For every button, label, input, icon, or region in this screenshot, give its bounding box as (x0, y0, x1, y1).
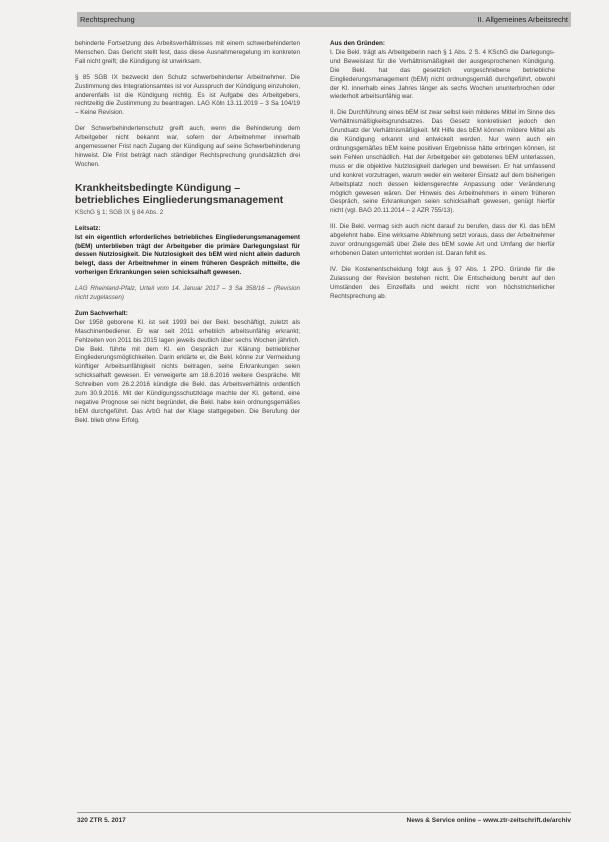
court-citation: LAG Rheinland-Pfalz, Urteil vom 14. Januar 2017 – 3 Sa 358/16 – (Revision nicht zugelassen) (75, 285, 300, 302)
header-category-label: II. Allgemeines Arbeitsrecht (477, 15, 568, 24)
norm-references: KSchG § 1; SGB IX § 84 Abs. 2 (75, 208, 164, 216)
intro-paragraph: behinderte Fortsetzung des Arbeitsverhältnisses mit einem schwerbehinderten Menschen. Das Gericht stellt fest, dass diese Ausnahmeregelung im konkreten Fall nicht greift; die Kündigung ist unwirksam. (75, 40, 300, 65)
grounds-heading: Aus den Gründen: (330, 40, 385, 47)
grounds-paragraph: I. Die Bekl. trägt als Arbeitgeberin nach § 1 Abs. 2 S. 4 KSchG die Darlegungs- und Beweislast für die Verhältnismäßigkeit der ausgesprochenen Kündigung. Die Bekl. hat das gesetzlich vorgeschriebene betriebliche Eingliederungsmanagement (bEM) nicht ordnungsgemäß durchgeführt, obwohl der Kl. innerhalb eines Jahres länger als sechs Wochen ununterbrochen oder wiederholt arbeitsunfähig war. (330, 48, 555, 101)
grounds-paragraph: II. Die Durchführung eines bEM ist zwar selbst kein milderes Mittel im Sinne des Verhältnismäßigkeitsgrundsatzes. Das Gesetz konkretisiert jedoch den Grundsatz der Verhältnismäßigkeit. Mit Hilfe des bEM können mildere Mittel als die Kündigung erkannt und entwickelt werden. Nur wenn auch ein ordnungsgemäßes bEM keine positiven Ergebnisse hätte erbringen können, ist sein Fehlen unschädlich. Hat der Arbeitgeber ein gebotenes bEM unterlassen, muss er die objektive Nutzlosigkeit darlegen und beweisen. Er hat umfassend und konkret vorzutragen, warum weder ein weiterer Einsatz auf dem bisherigen Arbeitsplatz noch dessen leidensgerechte Anpassung oder Veränderung möglich gewesen wären. Der Hinweis des Arbeitnehmers in einem früheren Gespräch, seine Erkrankungen seien schicksalhaft gewesen, genügt hierfür nicht (vgl. BAG 20.11.2014 – 2 AZR 755/13). (330, 109, 555, 215)
section-title: Krankheitsbedingte Kündigung – betriebliches Eingliederungsmanagement (75, 181, 284, 207)
header-section-label: Rechtsprechung (80, 15, 135, 24)
facts-text: Der 1958 geborene Kl. ist seit 1993 bei der Bekl. beschäftigt, zuletzt als Maschinenbediener. Er war seit 2011 erheblich arbeitsunfähig erkrankt; Fehlzeiten von 2011 bis 2015 lagen jeweils deutlich über sechs Wochen jährlich. Die Bekl. führte mit dem Kl. ein Gespräch zur Klärung betrieblicher Eingliederungsmöglichkeiten. Darin erklärte er, die Bekl. könne zur Vermeidung künftiger Arbeitsunfähigkeit nichts beitragen, seine Erkrankungen seien schicksalhaft gewesen. Er verweigerte am 18.6.2016 weitere Gespräche. Mit Schreiben vom 26.2.2016 kündigte die Bekl. das Arbeitsverhältnis ordentlich zum 30.9.2016. Mit der Kündigungsschutzklage machte der Kl. geltend, eine negative Prognose sei nicht begründet, die Bekl. habe kein ordnungsgemäßes bEM durchgeführt. Das ArbG hat der Klage stattgegeben. Die Berufung der Bekl. blieb ohne Erfolg. (75, 318, 300, 424)
leitsatz-heading: Leitsatz: (75, 224, 101, 232)
intro-paragraph: § 85 SGB IX bezweckt den Schutz schwerbehinderter Arbeitnehmer. Die Zustimmung des Integrationsamtes ist vor Ausspruch der Kündigung einzuholen, anderenfalls ist die Kündigung nichtig. Es ist Aufgabe des Arbeitgebers, rechtzeitig die Zustimmung zu beantragen. LAG Köln 13.11.2019 – 3 Sa 104/19 – Keine Revision. (75, 73, 300, 117)
left-column (75, 40, 300, 433)
running-header (77, 12, 571, 27)
footer-page-info: 320 ZTR 5. 2017 (77, 817, 126, 824)
right-column (330, 40, 555, 308)
facts-heading: Zum Sachverhalt: (75, 309, 128, 317)
grounds-paragraph: III. Die Bekl. vermag sich auch nicht darauf zu berufen, dass der Kl. das bEM abgelehnt habe. Eine wirksame Ablehnung setzt voraus, dass der Arbeitnehmer zuvor ordnungsgemäß über Ziele des bEM sowie Art und Umfang der hierfür erhobenen Daten unterrichtet worden ist. Daran fehlt es. (330, 223, 555, 257)
grounds-paragraph: IV. Die Kostenentscheidung folgt aus § 97 Abs. 1 ZPO. Gründe für die Zulassung der Revision bestehen nicht. Die Entscheidung beruht auf den Umständen des Einzelfalls und weicht nicht von höchstrichterlicher Rechtsprechung ab. (330, 265, 555, 300)
page-footer (77, 812, 571, 824)
intro-paragraph: Der Schwerbehindertenschutz greift auch, wenn die Behinderung dem Arbeitgeber nicht bekannt war, sofern der Arbeitnehmer innerhalb angemessener Frist nach Zugang der Kündigung auf seine Schwerbehinderung hinweist. Die Frist beträgt nach ständiger Rechtsprechung grundsätzlich drei Wochen. (75, 125, 300, 168)
footer-website-link[interactable]: News & Service online – www.ztr-zeitschrift.de/archiv (406, 817, 571, 824)
leitsatz-text: Ist ein eigentlich erforderliches betriebliches Eingliederungsmanagement (bEM) unterblieben trägt der Arbeitgeber die primäre Darlegungslast für dessen Nutzlosigkeit. Die Nutzlosigkeit des bEM wird nicht allein dadurch belegt, dass der Arbeitnehmer in einem früheren Gespräch mitteilte, die vorherigen Erkrankungen seien schicksalhaft gewesen. (75, 233, 300, 277)
